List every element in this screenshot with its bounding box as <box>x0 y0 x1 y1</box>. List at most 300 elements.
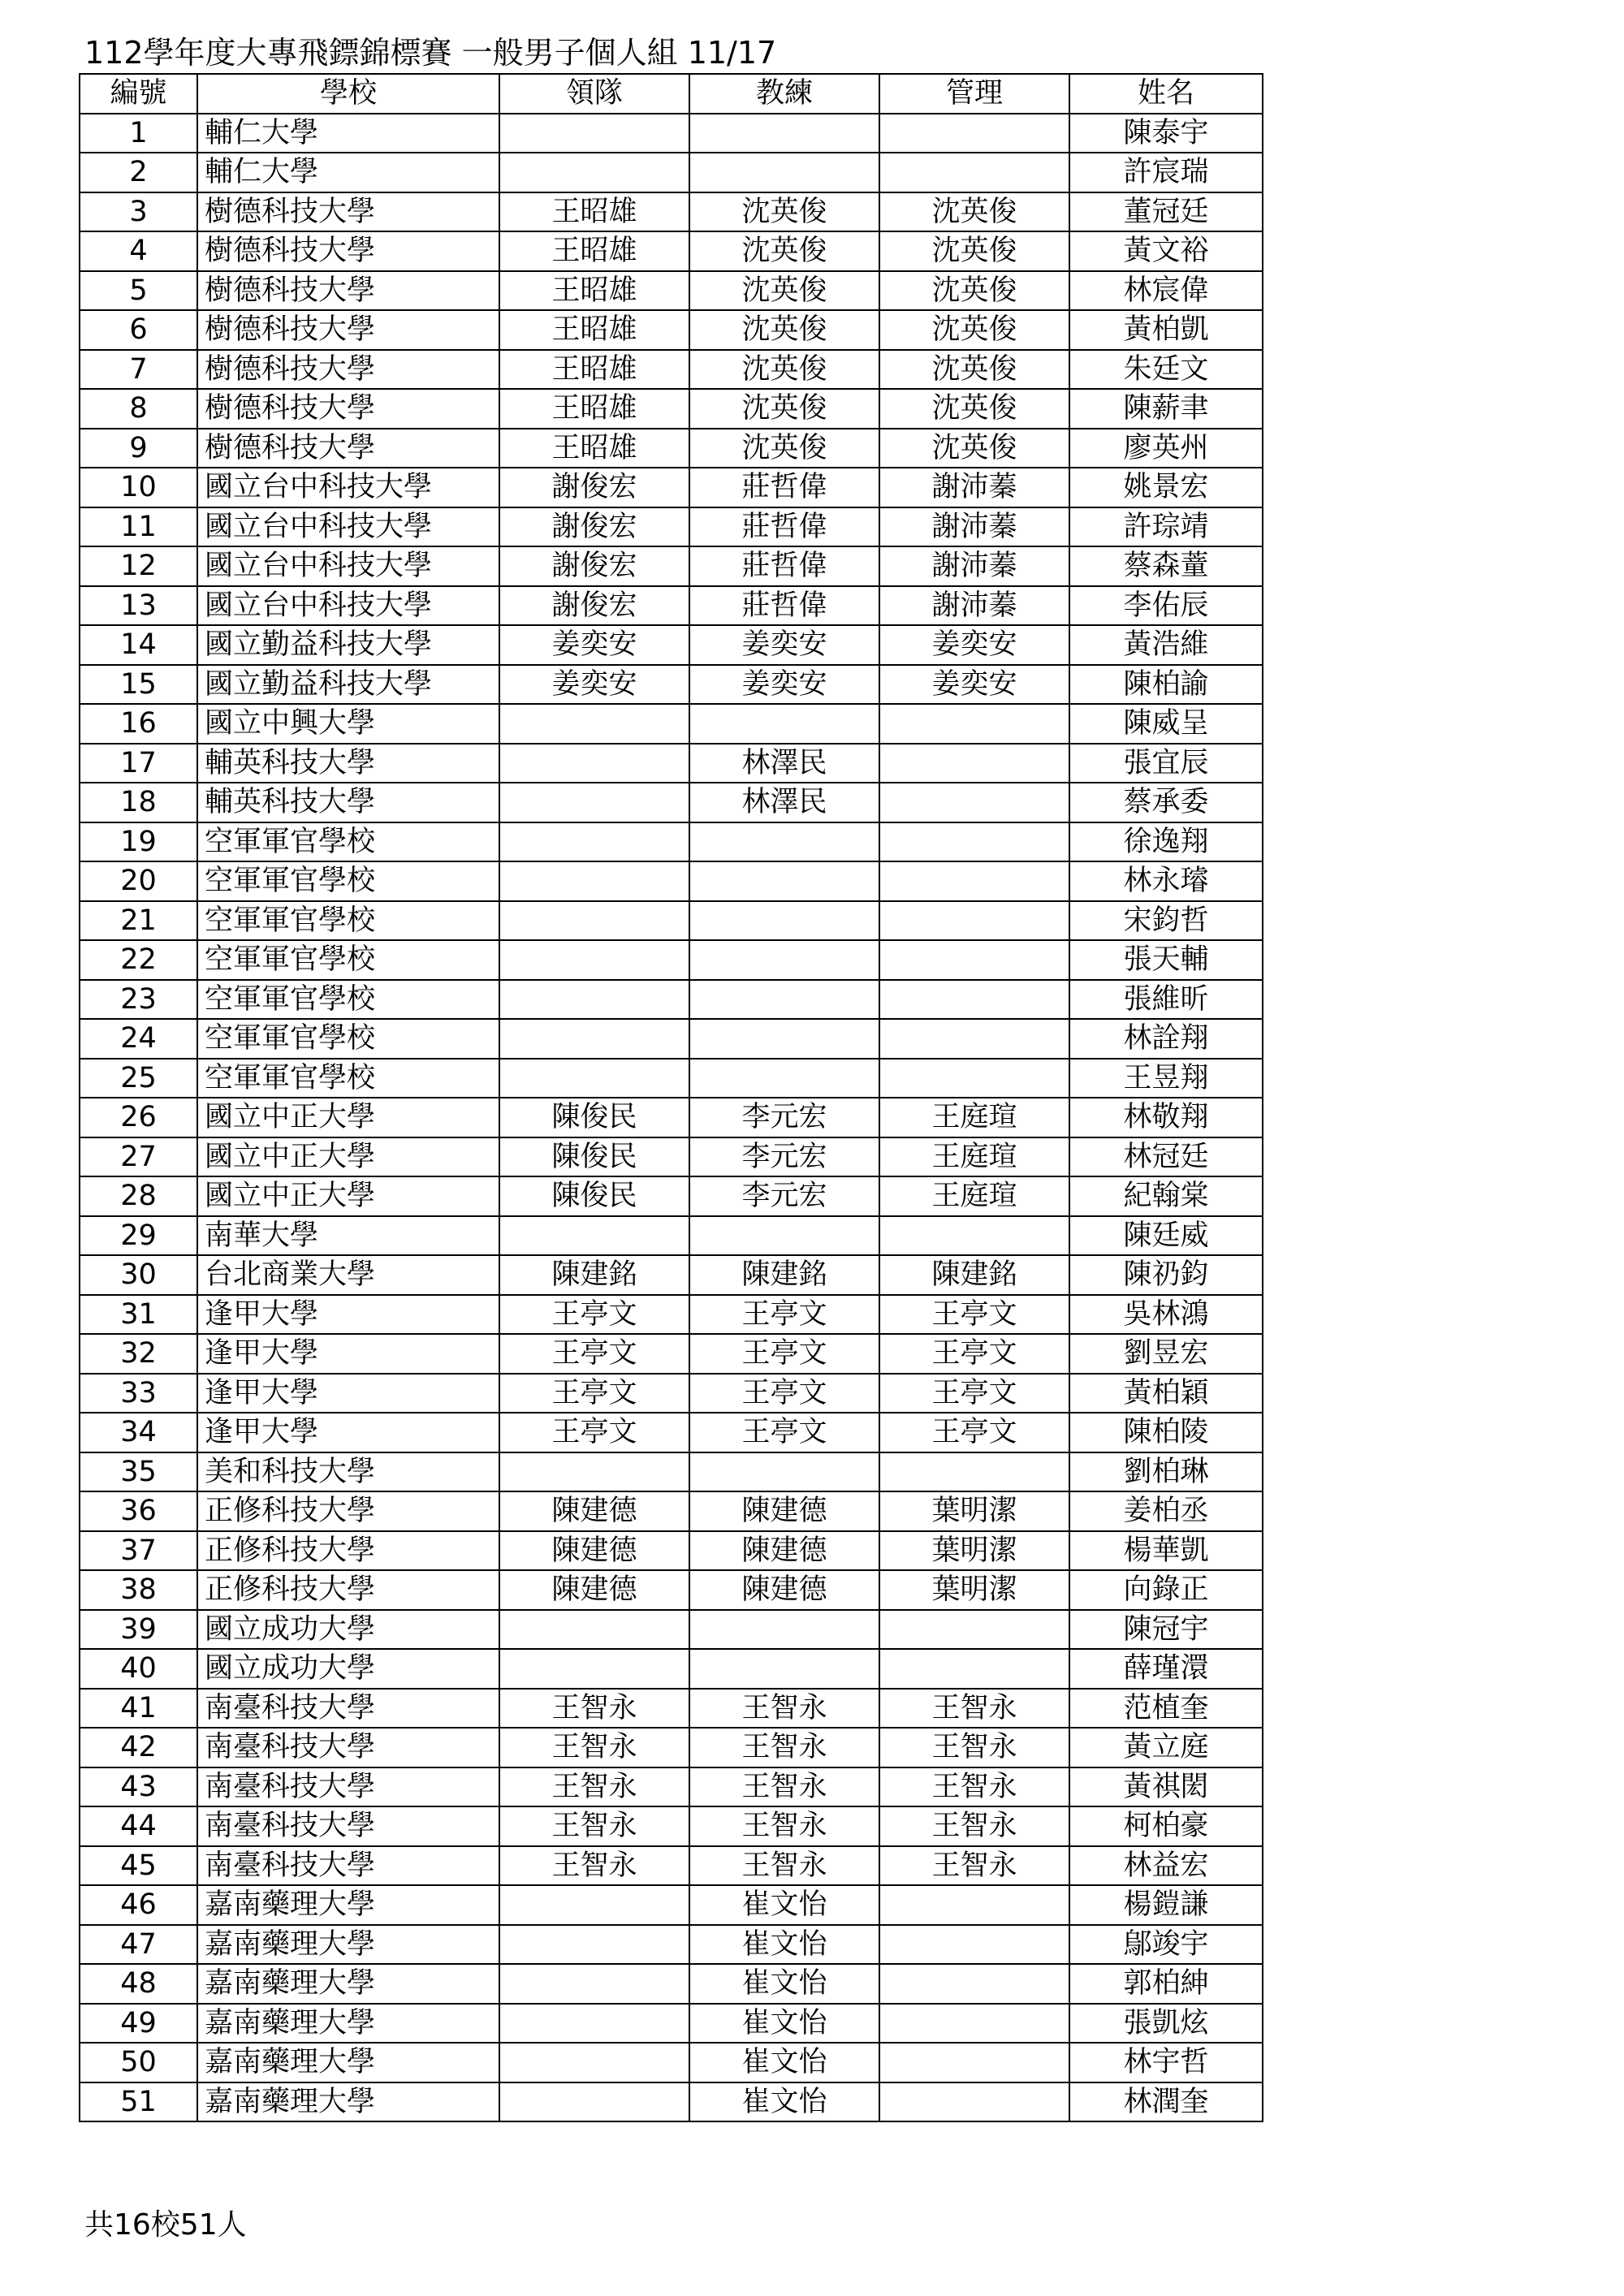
cell-coach: 崔文怡 <box>689 1885 879 1925</box>
cell-number: 37 <box>80 1531 197 1571</box>
cell-name: 陳柏陵 <box>1069 1413 1263 1452</box>
cell-coach: 崔文怡 <box>689 2043 879 2082</box>
cell-number: 45 <box>80 1846 197 1886</box>
header-team-leader: 領隊 <box>499 74 689 114</box>
cell-school: 國立勤益科技大學 <box>197 665 499 705</box>
cell-coach <box>689 1649 879 1689</box>
cell-team-leader <box>499 1885 689 1925</box>
cell-number: 15 <box>80 665 197 705</box>
cell-team-leader: 王昭雄 <box>499 231 689 271</box>
cell-name: 陳泰宇 <box>1069 114 1263 153</box>
cell-name: 宋鈞哲 <box>1069 901 1263 941</box>
cell-manager: 沈英俊 <box>879 389 1069 429</box>
cell-number: 40 <box>80 1649 197 1689</box>
cell-team-leader: 陳建德 <box>499 1570 689 1610</box>
cell-school: 台北商業大學 <box>197 1255 499 1295</box>
table-row <box>80 231 1263 271</box>
header-school: 學校 <box>197 74 499 114</box>
cell-manager: 沈英俊 <box>879 350 1069 390</box>
cell-number: 13 <box>80 586 197 626</box>
cell-number: 2 <box>80 153 197 192</box>
cell-school: 國立中正大學 <box>197 1098 499 1137</box>
cell-coach <box>689 1610 879 1650</box>
cell-number: 50 <box>80 2043 197 2082</box>
cell-coach <box>689 901 879 941</box>
cell-team-leader <box>499 2043 689 2082</box>
cell-manager <box>879 2004 1069 2044</box>
cell-coach: 沈英俊 <box>689 389 879 429</box>
cell-school: 正修科技大學 <box>197 1491 499 1531</box>
table-row <box>80 1452 1263 1492</box>
cell-school: 正修科技大學 <box>197 1531 499 1571</box>
cell-number: 5 <box>80 271 197 311</box>
cell-number: 9 <box>80 429 197 468</box>
cell-school: 美和科技大學 <box>197 1452 499 1492</box>
cell-name: 陳柏諭 <box>1069 665 1263 705</box>
cell-name: 陳薪聿 <box>1069 389 1263 429</box>
cell-school: 樹德科技大學 <box>197 231 499 271</box>
cell-manager: 葉明潔 <box>879 1570 1069 1610</box>
cell-coach: 林澤民 <box>689 783 879 822</box>
cell-school: 樹德科技大學 <box>197 429 499 468</box>
cell-manager <box>879 861 1069 901</box>
cell-team-leader: 陳建德 <box>499 1491 689 1531</box>
cell-coach <box>689 1216 879 1256</box>
cell-manager <box>879 1964 1069 2004</box>
cell-manager <box>879 1059 1069 1098</box>
cell-coach <box>689 1452 879 1492</box>
table-row <box>80 1531 1263 1571</box>
cell-team-leader: 陳俊民 <box>499 1176 689 1216</box>
cell-coach <box>689 940 879 980</box>
cell-school: 逢甲大學 <box>197 1334 499 1374</box>
cell-coach: 李元宏 <box>689 1176 879 1216</box>
table-row <box>80 901 1263 941</box>
table-row <box>80 1885 1263 1925</box>
cell-coach <box>689 114 879 153</box>
cell-number: 49 <box>80 2004 197 2044</box>
cell-team-leader <box>499 2082 689 2122</box>
cell-coach: 崔文怡 <box>689 2082 879 2122</box>
header-row <box>80 74 1263 114</box>
cell-manager <box>879 1649 1069 1689</box>
cell-manager <box>879 1216 1069 1256</box>
cell-name: 姜柏丞 <box>1069 1491 1263 1531</box>
cell-team-leader: 王智永 <box>499 1846 689 1886</box>
cell-team-leader <box>499 1452 689 1492</box>
cell-number: 26 <box>80 1098 197 1137</box>
cell-name: 陳冠宇 <box>1069 1610 1263 1650</box>
cell-coach: 王智永 <box>689 1689 879 1728</box>
table-row <box>80 625 1263 665</box>
cell-team-leader: 王亭文 <box>499 1334 689 1374</box>
table-row <box>80 704 1263 744</box>
cell-coach: 沈英俊 <box>689 192 879 232</box>
cell-manager: 王智永 <box>879 1689 1069 1728</box>
cell-school: 空軍軍官學校 <box>197 1059 499 1098</box>
cell-name: 向錄正 <box>1069 1570 1263 1610</box>
cell-manager <box>879 901 1069 941</box>
cell-school: 南臺科技大學 <box>197 1689 499 1728</box>
cell-number: 43 <box>80 1767 197 1807</box>
cell-team-leader: 陳建德 <box>499 1531 689 1571</box>
cell-name: 張天輔 <box>1069 940 1263 980</box>
cell-coach: 姜奕安 <box>689 665 879 705</box>
cell-school: 輔英科技大學 <box>197 783 499 822</box>
table-row <box>80 1334 1263 1374</box>
cell-team-leader: 王亭文 <box>499 1374 689 1413</box>
cell-coach: 陳建銘 <box>689 1255 879 1295</box>
table-row <box>80 2043 1263 2082</box>
cell-coach <box>689 861 879 901</box>
cell-team-leader <box>499 1925 689 1965</box>
cell-number: 20 <box>80 861 197 901</box>
table-row <box>80 1806 1263 1846</box>
cell-coach <box>689 704 879 744</box>
cell-team-leader: 王智永 <box>499 1806 689 1846</box>
cell-coach: 王智永 <box>689 1728 879 1767</box>
cell-number: 30 <box>80 1255 197 1295</box>
cell-manager <box>879 1885 1069 1925</box>
cell-team-leader: 陳建銘 <box>499 1255 689 1295</box>
cell-name: 許宸瑞 <box>1069 153 1263 192</box>
cell-team-leader <box>499 1649 689 1689</box>
cell-team-leader <box>499 2004 689 2044</box>
header-coach: 教練 <box>689 74 879 114</box>
cell-manager <box>879 1610 1069 1650</box>
cell-coach: 崔文怡 <box>689 2004 879 2044</box>
cell-team-leader: 王亭文 <box>499 1413 689 1452</box>
cell-coach <box>689 980 879 1020</box>
cell-number: 29 <box>80 1216 197 1256</box>
cell-name: 范植奎 <box>1069 1689 1263 1728</box>
cell-school: 嘉南藥理大學 <box>197 2004 499 2044</box>
cell-manager: 王智永 <box>879 1728 1069 1767</box>
cell-team-leader <box>499 1610 689 1650</box>
cell-name: 黃柏穎 <box>1069 1374 1263 1413</box>
cell-school: 樹德科技大學 <box>197 389 499 429</box>
cell-name: 林永璿 <box>1069 861 1263 901</box>
cell-school: 樹德科技大學 <box>197 192 499 232</box>
cell-number: 1 <box>80 114 197 153</box>
cell-manager <box>879 2043 1069 2082</box>
table-row <box>80 1728 1263 1767</box>
cell-number: 27 <box>80 1137 197 1177</box>
cell-coach: 莊哲偉 <box>689 507 879 547</box>
cell-name: 楊鎧謙 <box>1069 1885 1263 1925</box>
cell-team-leader: 王智永 <box>499 1728 689 1767</box>
cell-number: 23 <box>80 980 197 1020</box>
cell-number: 35 <box>80 1452 197 1492</box>
cell-manager <box>879 980 1069 1020</box>
cell-school: 輔英科技大學 <box>197 744 499 783</box>
cell-team-leader: 陳俊民 <box>499 1098 689 1137</box>
cell-manager <box>879 1019 1069 1059</box>
cell-name: 劉柏琳 <box>1069 1452 1263 1492</box>
cell-coach <box>689 1059 879 1098</box>
cell-school: 樹德科技大學 <box>197 271 499 311</box>
cell-coach: 莊哲偉 <box>689 468 879 507</box>
cell-number: 39 <box>80 1610 197 1650</box>
cell-team-leader: 姜奕安 <box>499 665 689 705</box>
cell-name: 林詮翔 <box>1069 1019 1263 1059</box>
cell-manager: 姜奕安 <box>879 625 1069 665</box>
cell-coach: 王智永 <box>689 1846 879 1886</box>
cell-number: 14 <box>80 625 197 665</box>
table-row <box>80 980 1263 1020</box>
cell-manager <box>879 114 1069 153</box>
cell-number: 3 <box>80 192 197 232</box>
cell-number: 33 <box>80 1374 197 1413</box>
cell-name: 陳威呈 <box>1069 704 1263 744</box>
table-row <box>80 507 1263 547</box>
cell-coach: 姜奕安 <box>689 625 879 665</box>
cell-school: 國立台中科技大學 <box>197 468 499 507</box>
cell-coach: 王亭文 <box>689 1374 879 1413</box>
cell-team-leader: 謝俊宏 <box>499 507 689 547</box>
cell-manager: 王庭瑄 <box>879 1176 1069 1216</box>
cell-manager: 沈英俊 <box>879 271 1069 311</box>
cell-name: 紀翰棠 <box>1069 1176 1263 1216</box>
table-row <box>80 783 1263 822</box>
cell-name: 鄔竣宇 <box>1069 1925 1263 1965</box>
cell-team-leader <box>499 1019 689 1059</box>
cell-team-leader <box>499 940 689 980</box>
cell-name: 陳廷威 <box>1069 1216 1263 1256</box>
cell-coach: 沈英俊 <box>689 350 879 390</box>
cell-school: 空軍軍官學校 <box>197 940 499 980</box>
cell-name: 廖英州 <box>1069 429 1263 468</box>
cell-name: 董冠廷 <box>1069 192 1263 232</box>
cell-coach: 莊哲偉 <box>689 586 879 626</box>
cell-manager: 王亭文 <box>879 1295 1069 1335</box>
cell-team-leader <box>499 114 689 153</box>
cell-number: 19 <box>80 822 197 862</box>
cell-manager: 王智永 <box>879 1806 1069 1846</box>
cell-coach: 陳建德 <box>689 1531 879 1571</box>
cell-number: 4 <box>80 231 197 271</box>
cell-name: 張維昕 <box>1069 980 1263 1020</box>
cell-coach: 崔文怡 <box>689 1964 879 2004</box>
cell-name: 林敬翔 <box>1069 1098 1263 1137</box>
cell-school: 南華大學 <box>197 1216 499 1256</box>
cell-coach: 沈英俊 <box>689 310 879 350</box>
table-row <box>80 665 1263 705</box>
cell-coach: 李元宏 <box>689 1137 879 1177</box>
cell-coach <box>689 153 879 192</box>
cell-team-leader: 王智永 <box>499 1767 689 1807</box>
cell-coach: 王亭文 <box>689 1413 879 1452</box>
cell-school: 國立成功大學 <box>197 1610 499 1650</box>
table-row <box>80 1413 1263 1452</box>
cell-school: 空軍軍官學校 <box>197 1019 499 1059</box>
cell-name: 林宸偉 <box>1069 271 1263 311</box>
cell-number: 17 <box>80 744 197 783</box>
table-row <box>80 1649 1263 1689</box>
cell-number: 25 <box>80 1059 197 1098</box>
cell-team-leader: 王亭文 <box>499 1295 689 1335</box>
cell-school: 輔仁大學 <box>197 114 499 153</box>
cell-school: 國立台中科技大學 <box>197 546 499 586</box>
cell-number: 16 <box>80 704 197 744</box>
cell-team-leader: 王昭雄 <box>499 389 689 429</box>
cell-name: 楊華凱 <box>1069 1531 1263 1571</box>
cell-team-leader: 謝俊宏 <box>499 586 689 626</box>
cell-school: 空軍軍官學校 <box>197 901 499 941</box>
header-name: 姓名 <box>1069 74 1263 114</box>
cell-number: 10 <box>80 468 197 507</box>
cell-manager: 王亭文 <box>879 1334 1069 1374</box>
cell-coach: 沈英俊 <box>689 271 879 311</box>
table-row <box>80 1059 1263 1098</box>
cell-manager: 謝沛蓁 <box>879 586 1069 626</box>
table-row <box>80 1689 1263 1728</box>
cell-manager: 姜奕安 <box>879 665 1069 705</box>
cell-team-leader: 王昭雄 <box>499 310 689 350</box>
cell-team-leader: 王智永 <box>499 1689 689 1728</box>
table-row <box>80 2004 1263 2044</box>
document-title: 112學年度大專飛鏢錦標賽 一般男子個人組 11/17 <box>84 35 777 71</box>
table-row <box>80 350 1263 390</box>
table-row <box>80 1098 1263 1137</box>
cell-team-leader: 王昭雄 <box>499 429 689 468</box>
cell-manager: 王庭瑄 <box>879 1137 1069 1177</box>
cell-manager: 沈英俊 <box>879 192 1069 232</box>
header-manager: 管理 <box>879 74 1069 114</box>
cell-number: 12 <box>80 546 197 586</box>
cell-manager: 王智永 <box>879 1767 1069 1807</box>
cell-school: 國立台中科技大學 <box>197 507 499 547</box>
cell-school: 嘉南藥理大學 <box>197 2043 499 2082</box>
cell-coach: 王智永 <box>689 1767 879 1807</box>
table-row <box>80 1176 1263 1216</box>
table-row <box>80 429 1263 468</box>
table-row <box>80 861 1263 901</box>
cell-team-leader <box>499 704 689 744</box>
cell-school: 南臺科技大學 <box>197 1846 499 1886</box>
cell-name: 劉昱宏 <box>1069 1334 1263 1374</box>
cell-manager: 沈英俊 <box>879 429 1069 468</box>
cell-team-leader: 王昭雄 <box>499 271 689 311</box>
table-row <box>80 586 1263 626</box>
cell-number: 44 <box>80 1806 197 1846</box>
cell-coach: 林澤民 <box>689 744 879 783</box>
cell-manager: 王庭瑄 <box>879 1098 1069 1137</box>
table-row <box>80 940 1263 980</box>
cell-school: 國立中興大學 <box>197 704 499 744</box>
cell-school: 空軍軍官學校 <box>197 861 499 901</box>
cell-number: 31 <box>80 1295 197 1335</box>
table-row <box>80 822 1263 862</box>
cell-team-leader <box>499 153 689 192</box>
cell-team-leader <box>499 1216 689 1256</box>
cell-team-leader: 謝俊宏 <box>499 468 689 507</box>
cell-manager: 陳建銘 <box>879 1255 1069 1295</box>
cell-name: 吳林鴻 <box>1069 1295 1263 1335</box>
cell-number: 41 <box>80 1689 197 1728</box>
table-row <box>80 114 1263 153</box>
cell-coach: 李元宏 <box>689 1098 879 1137</box>
cell-name: 黃文裕 <box>1069 231 1263 271</box>
table-row <box>80 1255 1263 1295</box>
cell-manager: 沈英俊 <box>879 310 1069 350</box>
cell-school: 國立中正大學 <box>197 1176 499 1216</box>
roster-header <box>80 74 1263 114</box>
cell-team-leader <box>499 1964 689 2004</box>
cell-number: 11 <box>80 507 197 547</box>
cell-name: 許琮靖 <box>1069 507 1263 547</box>
cell-name: 黃浩維 <box>1069 625 1263 665</box>
cell-team-leader <box>499 861 689 901</box>
cell-name: 王昱翔 <box>1069 1059 1263 1098</box>
cell-number: 34 <box>80 1413 197 1452</box>
cell-school: 國立中正大學 <box>197 1137 499 1177</box>
cell-number: 18 <box>80 783 197 822</box>
cell-school: 逢甲大學 <box>197 1374 499 1413</box>
cell-name: 林冠廷 <box>1069 1137 1263 1177</box>
cell-number: 7 <box>80 350 197 390</box>
cell-school: 嘉南藥理大學 <box>197 1925 499 1965</box>
table-row <box>80 1137 1263 1177</box>
cell-manager: 謝沛蓁 <box>879 546 1069 586</box>
cell-team-leader <box>499 1059 689 1098</box>
cell-manager <box>879 1452 1069 1492</box>
cell-manager: 葉明潔 <box>879 1531 1069 1571</box>
cell-name: 黃立庭 <box>1069 1728 1263 1767</box>
cell-team-leader <box>499 783 689 822</box>
cell-name: 林宇哲 <box>1069 2043 1263 2082</box>
cell-name: 林潤奎 <box>1069 2082 1263 2122</box>
cell-number: 6 <box>80 310 197 350</box>
cell-coach: 王亭文 <box>689 1334 879 1374</box>
cell-name: 蔡承委 <box>1069 783 1263 822</box>
roster-table <box>79 73 1263 2122</box>
table-row <box>80 1846 1263 1886</box>
table-row <box>80 1374 1263 1413</box>
table-row <box>80 389 1263 429</box>
cell-number: 47 <box>80 1925 197 1965</box>
cell-school: 嘉南藥理大學 <box>197 1964 499 2004</box>
cell-manager: 王智永 <box>879 1846 1069 1886</box>
cell-number: 32 <box>80 1334 197 1374</box>
cell-team-leader <box>499 744 689 783</box>
cell-number: 46 <box>80 1885 197 1925</box>
cell-manager: 葉明潔 <box>879 1491 1069 1531</box>
cell-number: 51 <box>80 2082 197 2122</box>
cell-manager: 王亭文 <box>879 1413 1069 1452</box>
cell-team-leader: 陳俊民 <box>499 1137 689 1177</box>
cell-coach: 王亭文 <box>689 1295 879 1335</box>
cell-name: 黃柏凱 <box>1069 310 1263 350</box>
table-row <box>80 1767 1263 1807</box>
cell-number: 38 <box>80 1570 197 1610</box>
cell-coach <box>689 1019 879 1059</box>
cell-coach: 王智永 <box>689 1806 879 1846</box>
cell-school: 空軍軍官學校 <box>197 822 499 862</box>
cell-team-leader: 姜奕安 <box>499 625 689 665</box>
cell-team-leader: 王昭雄 <box>499 350 689 390</box>
cell-school: 輔仁大學 <box>197 153 499 192</box>
cell-school: 逢甲大學 <box>197 1295 499 1335</box>
cell-coach: 沈英俊 <box>689 231 879 271</box>
cell-manager: 沈英俊 <box>879 231 1069 271</box>
table-row <box>80 1610 1263 1650</box>
table-row <box>80 2082 1263 2122</box>
cell-team-leader <box>499 901 689 941</box>
cell-name: 朱廷文 <box>1069 350 1263 390</box>
cell-number: 48 <box>80 1964 197 2004</box>
cell-manager: 謝沛蓁 <box>879 507 1069 547</box>
